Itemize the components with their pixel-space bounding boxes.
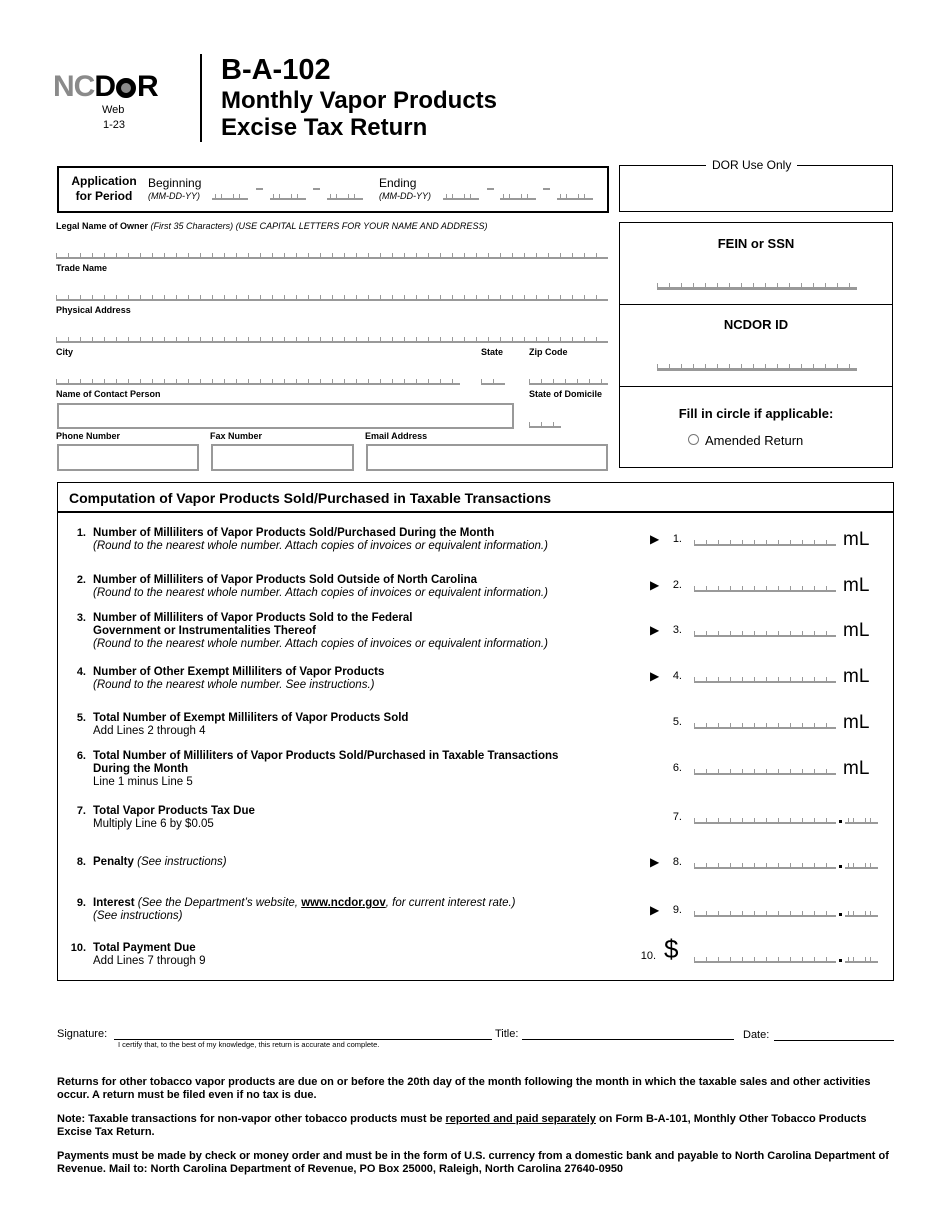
line-amount-input[interactable]	[694, 676, 836, 683]
line-number: 7.	[76, 805, 86, 817]
line-dollars-input[interactable]	[694, 910, 836, 917]
phone-input[interactable]	[57, 444, 199, 471]
line-amount-input[interactable]	[694, 539, 836, 546]
state-domicile-input[interactable]	[529, 421, 561, 428]
line-amount-input[interactable]	[694, 722, 836, 729]
form-number: B-A-102	[221, 54, 331, 86]
address-input[interactable]	[56, 336, 608, 343]
header-divider	[200, 54, 202, 142]
dash	[256, 188, 263, 190]
line-field-number: 2.	[672, 579, 682, 591]
line-field-number: 3.	[672, 624, 682, 636]
arrow-icon: ▶	[650, 855, 660, 869]
separate-filing-note: Note: Taxable transactions for non-vapor other tobacco products must be reported and paid separately on Form B-A-101, Monthly Other Tobacco Products Excise Tax Return.	[57, 1113, 867, 1138]
trade-name-label: Trade Name	[56, 263, 108, 273]
line-field-number: 6.	[672, 762, 682, 774]
legal-name-label: Legal Name of Owner (First 35 Characters) (USE CAPITAL LETTERS FOR YOUR NAME AND ADDRESS)	[56, 221, 488, 231]
ending-format: (MM-DD-YY)	[379, 191, 431, 201]
decimal-point	[839, 865, 842, 868]
line-field-number: 4.	[672, 670, 682, 682]
unit-label: mL	[843, 620, 870, 641]
line-cents-input[interactable]	[845, 910, 878, 917]
fein-input[interactable]	[657, 282, 857, 290]
line-field-number: 5.	[672, 716, 682, 728]
contact-label: Name of Contact Person	[56, 389, 161, 399]
line-description: Penalty (See instructions)	[93, 856, 227, 868]
arrow-icon: ▶	[650, 532, 660, 546]
unit-label: mL	[843, 529, 870, 550]
begin-year-input[interactable]	[327, 193, 363, 200]
certify-text: I certify that, to the best of my knowledge, this return is accurate and complete.	[118, 1040, 380, 1049]
form-version: 1-23	[103, 119, 126, 131]
contact-input[interactable]	[57, 403, 514, 429]
line-field-number: 1.	[672, 533, 682, 545]
dash	[313, 188, 320, 190]
amended-label: Amended Return	[705, 433, 804, 448]
state-input[interactable]	[481, 378, 505, 385]
ncdor-logo: NCD R	[53, 70, 158, 103]
decimal-point	[839, 820, 842, 823]
line-dollars-input[interactable]	[694, 817, 836, 824]
email-input[interactable]	[366, 444, 608, 471]
line-description: Number of Milliliters of Vapor Products Sold to the Federal Government or Instrumentalities Thereof (Round to the nearest whole number. Attach copies of invoices or equivalent information.)	[93, 612, 548, 650]
line-description: Total Number of Exempt Milliliters of Vapor Products Sold Add Lines 2 through 4	[93, 712, 409, 737]
line-dollars-input[interactable]	[694, 956, 836, 963]
logo-circle-icon	[116, 78, 136, 98]
divider	[620, 386, 893, 387]
legal-name-input[interactable]	[56, 252, 608, 259]
line-description: Total Number of Milliliters of Vapor Products Sold/Purchased in Taxable Transactions During the Month Line 1 minus Line 5	[93, 750, 559, 788]
signature-label: Signature:	[57, 1028, 108, 1040]
line-number: 1.	[76, 527, 86, 539]
state-label: State	[481, 347, 504, 357]
line-number: 3.	[76, 612, 86, 624]
line-description: Interest (See the Department’s website, www.ncdor.gov, for current interest rate.) (See instructions)	[93, 897, 516, 922]
ending-label: Ending	[379, 176, 417, 190]
line-field-number: 9.	[672, 904, 682, 916]
ncdor-id-input[interactable]	[657, 363, 857, 371]
trade-name-input[interactable]	[56, 294, 608, 301]
line-dollars-input[interactable]	[694, 862, 836, 869]
period-label: Application for Period	[71, 174, 137, 203]
end-month-input[interactable]	[443, 193, 479, 200]
due-date-note: Returns for other tobacco vapor products are due on or before the 20th day of the month following the month in which the taxable sales and other activities occur. A return must be filed even if no tax is due.	[57, 1076, 871, 1101]
city-label: City	[56, 347, 74, 357]
beginning-format: (MM-DD-YY)	[148, 191, 200, 201]
decimal-point	[839, 959, 842, 962]
line-number: 8.	[76, 856, 86, 868]
email-label: Email Address	[365, 431, 428, 441]
beginning-label: Beginning	[148, 176, 202, 190]
arrow-icon: ▶	[650, 623, 660, 637]
date-input[interactable]	[774, 1040, 894, 1041]
city-input[interactable]	[56, 378, 460, 385]
title-label: Title:	[495, 1028, 519, 1040]
dor-use-label: DOR Use Only	[706, 158, 797, 172]
amended-radio[interactable]	[688, 434, 699, 445]
line-cents-input[interactable]	[845, 862, 878, 869]
dash	[543, 188, 550, 190]
line-description: Number of Milliliters of Vapor Products Sold/Purchased During the Month (Round to the nearest whole number. Attach copies of invoices or equivalent information.)	[93, 527, 548, 552]
form-title: Monthly Vapor Products Excise Tax Return	[221, 87, 498, 141]
dor-use-box	[619, 165, 893, 212]
line-amount-input[interactable]	[694, 768, 836, 775]
zip-label: Zip Code	[529, 347, 568, 357]
fein-label: FEIN or SSN	[717, 236, 795, 251]
phone-label: Phone Number	[56, 431, 121, 441]
line-amount-input[interactable]	[694, 630, 836, 637]
line-description: Total Payment Due Add Lines 7 through 9	[93, 942, 206, 967]
ncdor-id-label: NCDOR ID	[723, 317, 789, 332]
line-number: 9.	[76, 897, 86, 909]
end-day-input[interactable]	[500, 193, 536, 200]
line-number: 2.	[76, 574, 86, 586]
line-description: Total Vapor Products Tax Due Multiply Line 6 by $0.05	[93, 805, 255, 830]
title-input[interactable]	[522, 1039, 734, 1040]
computation-title: Computation of Vapor Products Sold/Purchased in Taxable Transactions	[69, 490, 552, 506]
line-description: Number of Other Exempt Milliliters of Vapor Products (Round to the nearest whole number. See instructions.)	[93, 666, 385, 691]
unit-label: mL	[843, 666, 870, 687]
divider	[620, 304, 893, 305]
fill-circle-label: Fill in circle if applicable:	[678, 406, 834, 421]
dash	[487, 188, 494, 190]
divider	[58, 511, 893, 513]
unit-label: mL	[843, 712, 870, 733]
line-number: 10.	[70, 942, 86, 954]
fax-label: Fax Number	[210, 431, 263, 441]
decimal-point	[839, 913, 842, 916]
line-description: Number of Milliliters of Vapor Products Sold Outside of North Carolina (Round to the nearest whole number. Attach copies of invoices or equivalent information.)	[93, 574, 548, 599]
unit-label: mL	[843, 575, 870, 596]
line-field-number: 7.	[672, 811, 682, 823]
line-cents-input[interactable]	[845, 956, 878, 963]
fax-input[interactable]	[211, 444, 354, 471]
begin-day-input[interactable]	[270, 193, 306, 200]
arrow-icon: ▶	[650, 578, 660, 592]
date-label: Date:	[743, 1029, 770, 1041]
arrow-icon: ▶	[650, 669, 660, 683]
line-cents-input[interactable]	[845, 817, 878, 824]
begin-month-input[interactable]	[212, 193, 248, 200]
line-amount-input[interactable]	[694, 585, 836, 592]
web-label: Web	[102, 104, 125, 116]
address-label: Physical Address	[56, 305, 131, 315]
line-field-number: 8.	[672, 856, 682, 868]
id-box	[619, 222, 893, 468]
line-field-number: 10.	[640, 950, 656, 962]
ncdor-website-link[interactable]: www.ncdor.gov	[301, 897, 386, 909]
zip-input[interactable]	[529, 378, 608, 385]
line-number: 4.	[76, 666, 86, 678]
payment-note: Payments must be made by check or money order and must be in the form of U.S. currency from a domestic bank and payable to North Carolina Department of Revenue. Mail to: North Carolina Department of Revenue, PO Box 25000, Raleigh, North Carolina 27640-0950	[57, 1150, 889, 1175]
arrow-icon: ▶	[650, 903, 660, 917]
line-number: 5.	[76, 712, 86, 724]
line-number: 6.	[76, 750, 86, 762]
unit-label: mL	[843, 758, 870, 779]
dollar-sign: $	[664, 934, 679, 964]
end-year-input[interactable]	[557, 193, 593, 200]
state-domicile-label: State of Domicile	[529, 389, 603, 399]
